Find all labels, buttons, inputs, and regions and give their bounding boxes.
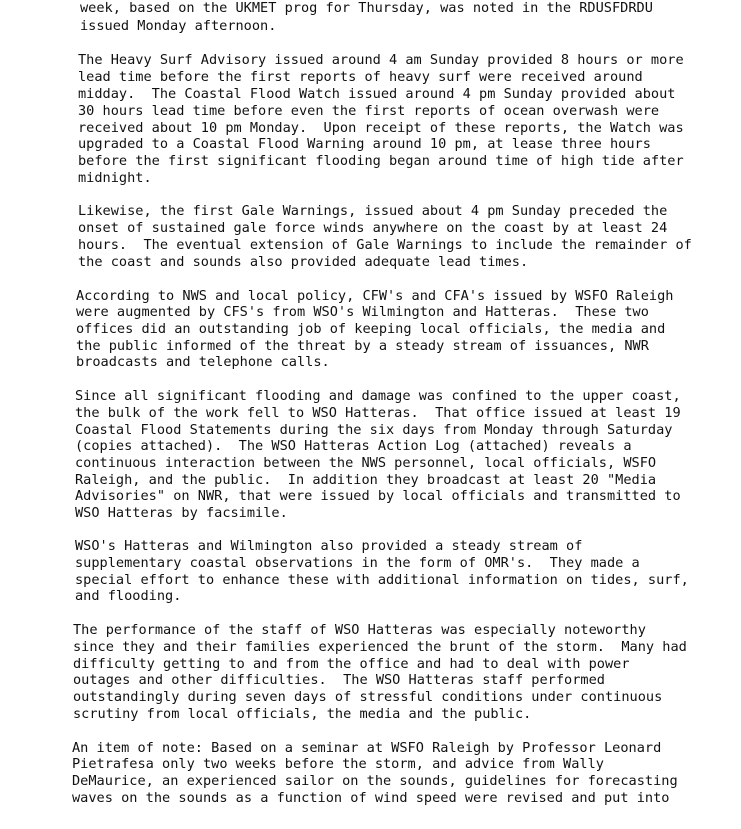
- text-line: Likewise, the first Gale Warnings, issued about 4 pm Sunday preceded the: [78, 203, 668, 219]
- text-line: midday. The Coastal Flood Watch issued around 4 pm Sunday provided about: [78, 86, 676, 102]
- text-line: (copies attached). The WSO Hatteras Action Log (attached) reveals a: [75, 438, 632, 454]
- text-line: since they and their families experienced the brunt of the storm. Many had: [73, 639, 687, 655]
- text-line: supplementary coastal observations in the form of OMR's. They made a: [75, 555, 640, 571]
- text-line: issued Monday afternoon.: [80, 18, 277, 34]
- text-line: Raleigh, and the public. In addition they broadcast at least 20 "Media: [75, 472, 657, 488]
- text-line: week, based on the UKMET prog for Thursday, was noted in the RDUSFDRDU: [80, 0, 653, 16]
- text-line: outages and other difficulties. The WSO Hatteras staff performed: [73, 672, 605, 688]
- text-line: Pietrafesa only two weeks before the storm, and advice from Wally: [72, 756, 604, 772]
- text-line: difficulty getting to and from the office and had to deal with power: [73, 656, 630, 672]
- text-line: Coastal Flood Statements during the six days from Monday through Saturday: [75, 422, 673, 438]
- text-line: WSO Hatteras by facsimile.: [75, 505, 288, 521]
- text-line: broadcasts and telephone calls.: [76, 354, 330, 370]
- text-line: WSO's Hatteras and Wilmington also provided a steady stream of: [75, 538, 583, 554]
- text-line: and flooding.: [75, 588, 182, 604]
- text-line: upgraded to a Coastal Flood Warning around 10 pm, at lease three hours: [78, 136, 651, 152]
- text-line: An item of note: Based on a seminar at WSFO Raleigh by Professor Leonard: [72, 740, 662, 756]
- text-line: The performance of the staff of WSO Hatteras was especially noteworthy: [73, 622, 646, 638]
- text-line: hours. The eventual extension of Gale Warnings to include the remainder of: [78, 237, 692, 253]
- text-line: scrutiny from local officials, the media and the public.: [73, 706, 532, 722]
- text-line: were augmented by CFS's from WSO's Wilmington and Hatteras. These two: [76, 304, 649, 320]
- text-line: the coast and sounds also provided adequate lead times.: [78, 254, 529, 270]
- text-line: outstandingly during seven days of stressful conditions under continuous: [73, 689, 663, 705]
- text-line: DeMaurice, an experienced sailor on the sounds, guidelines for forecasting: [72, 773, 678, 789]
- text-line: Since all significant flooding and damage was confined to the upper coast,: [75, 388, 681, 404]
- text-line: received about 10 pm Monday. Upon receipt of these reports, the Watch was: [78, 120, 684, 136]
- text-line: the bulk of the work fell to WSO Hatteras. That office issued at least 19: [75, 405, 681, 421]
- text-line: the public informed of the threat by a steady stream of issuances, NWR: [76, 338, 649, 354]
- text-line: waves on the sounds as a function of wind speed were revised and put into: [72, 790, 670, 806]
- text-line: The Heavy Surf Advisory issued around 4 am Sunday provided 8 hours or more: [78, 52, 684, 68]
- text-line: Advisories" on NWR, that were issued by local officials and transmitted to: [75, 488, 681, 504]
- text-line: onset of sustained gale force winds anywhere on the coast by at least 24: [78, 220, 668, 236]
- text-line: special effort to enhance these with additional information on tides, surf,: [75, 572, 689, 588]
- text-line: 30 hours lead time before even the first reports of ocean overwash were: [78, 103, 660, 119]
- text-line: lead time before the first reports of heavy surf were received around: [78, 69, 643, 85]
- text-line: midnight.: [78, 170, 152, 186]
- text-line: offices did an outstanding job of keeping local officials, the media and: [76, 321, 666, 337]
- text-line: continuous interaction between the NWS personnel, local officials, WSFO: [75, 455, 657, 471]
- text-line: before the first significant flooding began around time of high tide after: [78, 153, 684, 169]
- text-line: According to NWS and local policy, CFW's and CFA's issued by WSFO Raleigh: [76, 288, 674, 304]
